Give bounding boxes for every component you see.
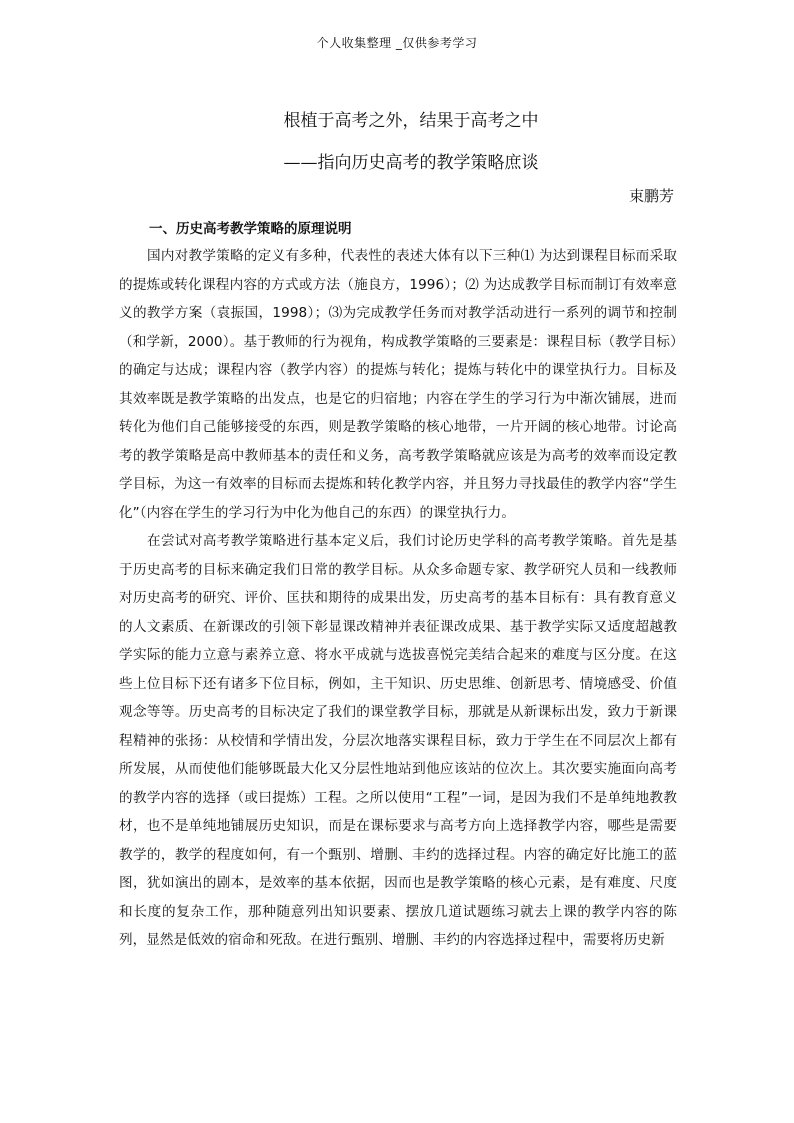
body-text — [119, 242, 677, 955]
paragraph-2: 在尝试对高考教学策略进行基本定义后，我们讨论历史学科的高考教学策略。首先是基于历史高考的目标来确定我们日常的教学目标。从众多命题专家、教学研究人员和一线教师对历史高考的研究、评价、匡扶和期待的成果出发，历史高考的基本目标有：具有教育意义的人文素质、在新课改的引领下彰显课改精神并表征课改成果、基于教学实际又适度超越教学实际的能力立意与素养立意、将水平成就与选拔喜悦完美结合起来的难度与区分度。在这些上位目标下还有诸多下位目标，例如，主干知识、历史思维、创新思考、情境感受、价值观念等等。历史高考的目标决定了我们的课堂教学目标，那就是从新课标出发，致力于新课程精神的张扬：从校情和学情出发，分层次地落实课程目标，致力于学生在不同层次上都有所发展，从而使他们能够既最大化又分层性地站到他应该站的位次上。其次要实施面向高考的教学内容的选择（或曰提炼）工程。之所以使用“工程”一词，是因为我们不是单纯地教教材，也不是单纯地铺展历史知识，而是在课标要求与高考方向上选择教学内容，哪些是需要教学的，教学的程度如何，有一个甄别、增删、丰约的选择过程。内容的确定好比施工的蓝图，犹如演出的剧本，是效率的基本依据，因而也是教学策略的核心元素，是有难度、尺度和长度的复杂工作，那种随意列出知识要素、摆放几道试题练习就去上课的教学内容的陈列，显然是低效的宿命和死敌。在进行甄别、增删、丰约的内容选择过程中，需要将历史新 — [119, 533, 677, 948]
document-subtitle: ——指向历史高考的教学策略庶谈 — [283, 153, 539, 173]
section-heading: 一、历史高考教学策略的原理说明 — [149, 221, 352, 237]
paragraph-1: 国内对教学策略的定义有多种，代表性的表述大体有以下三种⑴ 为达到课程目标而采取的提炼或转化课程内容的方式或方法（施良方，1996）；⑵ 为达成教学目标而制订有效率意义的教学方案（袁振国，1998）；⑶为完成教学任务而对教学活动进行一系列的调节和控制（和学新，2000）。基于教师的行为视角，构成教学策略的三要素是：课程目标（教学目标）的确定与达成；课程内容（教学内容）的提炼与转化；提炼与转化中的课堂执行力。目标及其效率既是教学策略的出发点，也是它的归宿地；内容在学生的学习行为中渐次铺展，进而转化为他们自己能够接受的东西，则是教学策略的核心地带，一片开阔的核心地带。讨论高考的教学策略是高中教师基本的责任和义务，高考教学策略就应该是为高考的效率而设定教学目标，为这一有效率的目标而去提炼和转化教学内容，并且努力寻找最佳的教学内容“学生化”（内容在学生的学习行为中化为他自己的东西）的课堂执行力。 — [119, 248, 677, 521]
author-name: 束鹏芳 — [628, 187, 674, 205]
document-title: 根植于高考之外，结果于高考之中 — [283, 111, 539, 131]
header-note: 个人收集整理 _仅供参考学习 — [316, 36, 478, 50]
